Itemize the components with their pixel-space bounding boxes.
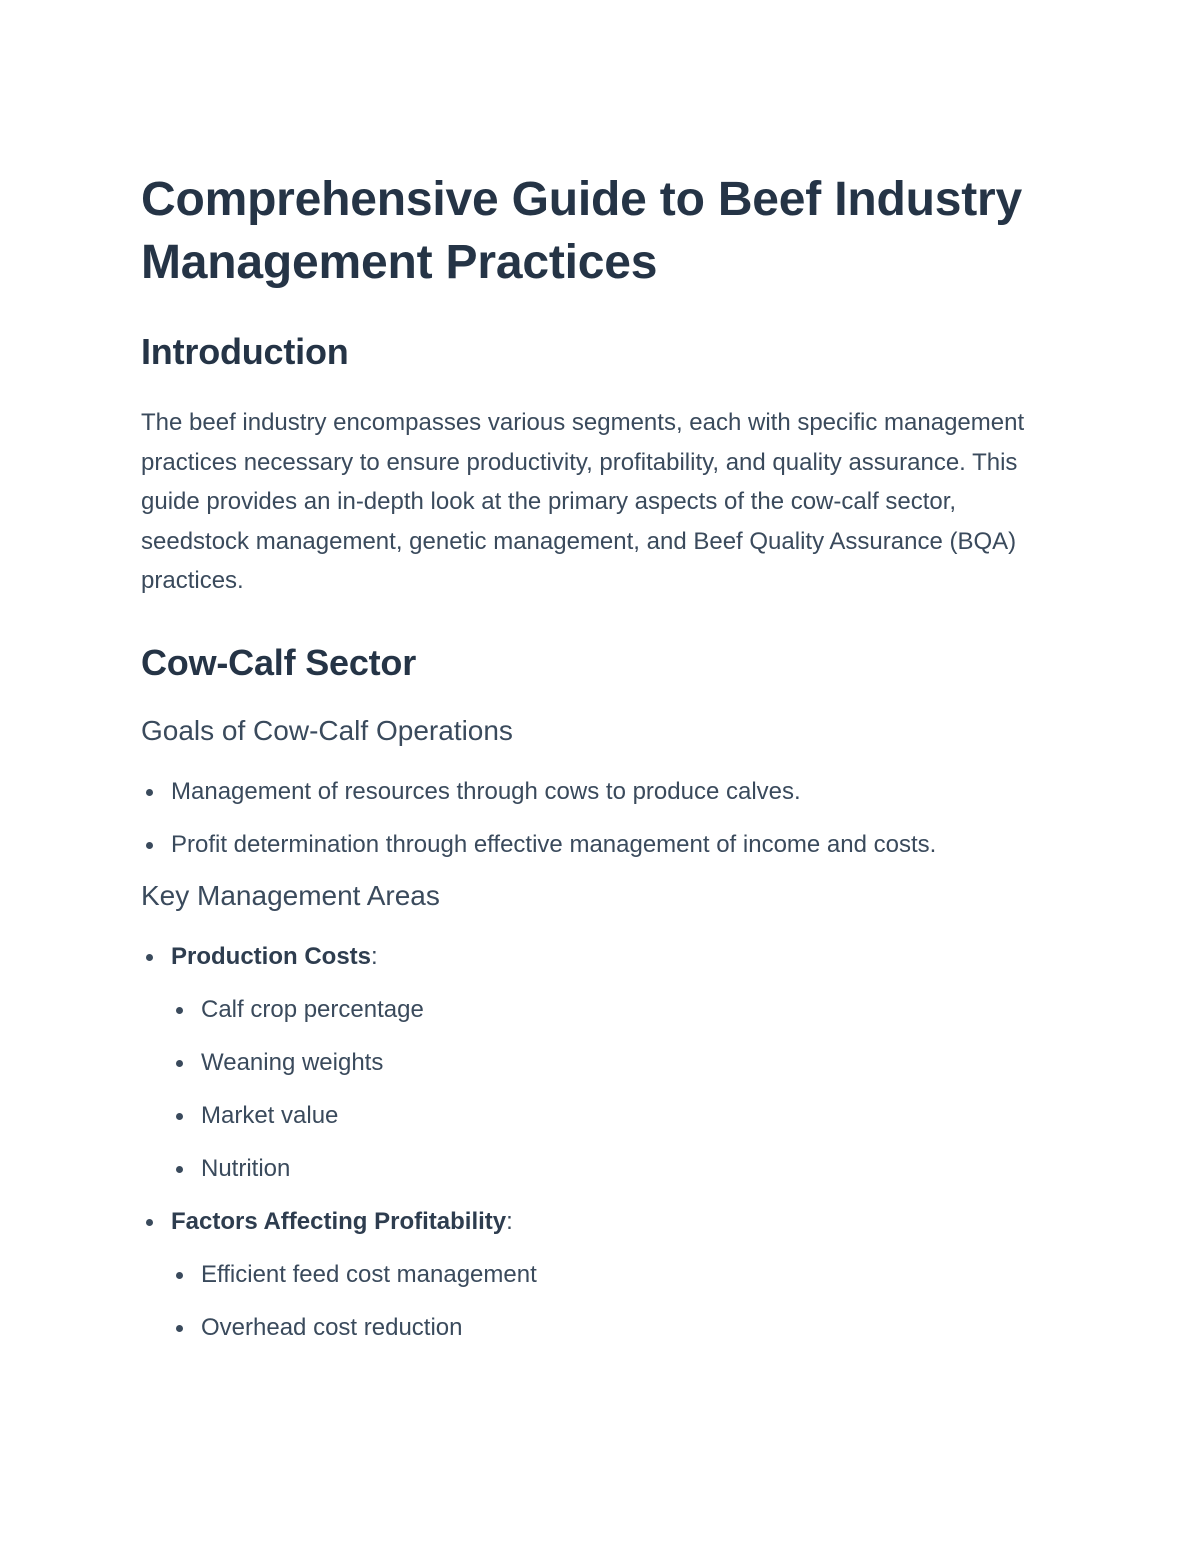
list-item: Efficient feed cost management xyxy=(171,1255,1061,1295)
section-heading-introduction: Introduction xyxy=(141,331,349,372)
intro-paragraph: The beef industry encompasses various segments, each with specific management practices necessary to ensure productivity, profitability, and quality assurance. This guide provides an in-depth look at the primary aspects of the cow-calf sector, seedstock management, genetic management, and Beef Quality Assurance (BQA) practices. xyxy=(141,409,1025,595)
goals-list xyxy=(141,772,1061,865)
list-item: Weaning weights xyxy=(171,1043,1061,1083)
list-item-production-costs: Production Costs: Calf crop percentage Weaning weights Market value Nutrition xyxy=(141,937,1061,1189)
production-costs-sublist xyxy=(171,990,1061,1189)
group-label: Factors Affecting Profitability xyxy=(171,1207,507,1235)
list-item: Market value xyxy=(171,1096,1061,1136)
section-heading-cow-calf: Cow-Calf Sector xyxy=(141,641,417,683)
profitability-sublist xyxy=(171,1255,1061,1348)
document-title: Comprehensive Guide to Beef Industry Management Practices xyxy=(141,173,1022,289)
bullet-icon xyxy=(176,1166,183,1173)
bullet-icon xyxy=(176,1060,183,1067)
bullet-icon xyxy=(146,842,153,849)
subheading-key-management-areas: Key Management Areas xyxy=(141,879,440,911)
list-item: Profit determination through effective management of income and costs. xyxy=(141,825,1061,865)
bullet-icon xyxy=(176,1272,183,1279)
list-item: Calf crop percentage xyxy=(171,990,1061,1030)
bullet-icon xyxy=(146,789,153,796)
subheading-goals: Goals of Cow-Calf Operations xyxy=(141,714,513,746)
list-item: Nutrition xyxy=(171,1149,1061,1189)
list-item-profitability-factors: Factors Affecting Profitability: Efficient feed cost management Overhead cost reduction xyxy=(141,1202,1061,1348)
document-page xyxy=(141,168,1061,1361)
key-areas-list xyxy=(141,937,1061,1348)
bullet-icon xyxy=(176,1113,183,1120)
bullet-icon xyxy=(146,954,153,961)
list-item: Overhead cost reduction xyxy=(171,1308,1061,1348)
bullet-icon xyxy=(176,1325,183,1332)
bullet-icon xyxy=(146,1219,153,1226)
group-label: Production Costs xyxy=(171,942,372,970)
list-item: Management of resources through cows to produce calves. xyxy=(141,772,1061,812)
bullet-icon xyxy=(176,1007,183,1014)
